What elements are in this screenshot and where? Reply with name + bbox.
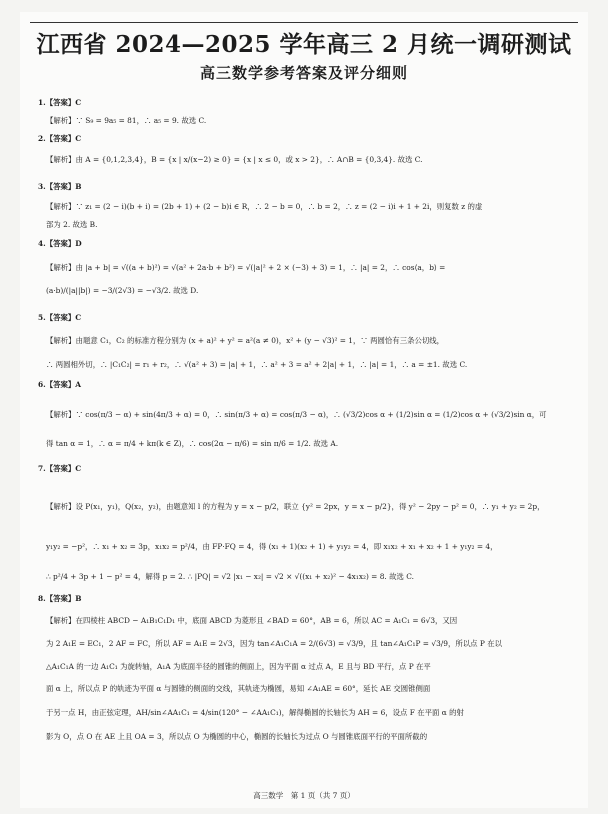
- answer-label: 1.【答案】C: [38, 98, 82, 107]
- answer-label: 6.【答案】A: [38, 380, 82, 389]
- solution-line: 【解析】∵ cos(π/3 − α) + sin(4π/3 + α) = 0，∴ sin(π/3 + α) = cos(π/3 − α)，∴ (√3/2)cos α + (1/2)sin α = (1/2)cos α + (√3/2)sin α，可: [46, 410, 547, 419]
- answer-label: 4.【答案】D: [38, 239, 82, 248]
- answer-label: 2.【答案】C: [38, 134, 82, 143]
- exam-answer-page: [20, 12, 588, 808]
- page-footer: 高三数学 第 1 页（共 7 页）: [253, 791, 355, 800]
- solution-line: 【解析】∵ z₁ = (2 − i)(b + i) = (2b + 1) + (2 − b)i ∈ R，∴ 2 − b = 0，∴ b = 2，∴ z = (2 − i)i + 1 + 2i，则复数 z 的虚: [46, 202, 483, 211]
- page-subtitle: 高三数学参考答案及评分细则: [199, 64, 408, 82]
- solution-line: 面 α 上，所以点 P 的轨迹为平面 α 与圆锥的侧面的交线，其轨迹为椭圆，易知 ∠A₁AE = 60°，延长 AE 交圆锥侧面: [46, 684, 431, 693]
- solution-line: 【解析】∵ S₉ = 9a₅ = 81，∴ a₅ = 9. 故选 C.: [46, 116, 207, 125]
- page-title: 江西省 2024—2025 学年高三 2 月统一调研测试: [36, 31, 572, 58]
- solution-line: 【解析】在四棱柱 ABCD − A₁B₁C₁D₁ 中，底面 ABCD 为菱形且 ∠BAD = 60°，AB = 6，所以 AC = A₁C₁ = 6√3，又因: [46, 616, 458, 625]
- solution-line: 【解析】由题意 C₁，C₂ 的标准方程分别为 (x + a)² + y² = a²(a ≠ 0)，x² + (y − √3)² = 1，∵ 两圆恰有三条公切线，: [46, 336, 445, 345]
- solution-line: 部为 2. 故选 B.: [46, 220, 98, 229]
- solution-line: △A₁C₁A 的一边 A₁C₁ 为旋转轴，A₁A 为底面半径的圆锥的侧面上，因为平面 α 过点 A，E 且与 BD 平行，点 P 在平: [46, 662, 431, 671]
- solution-line: ∴ 两圆相外切，∴ |C₁C₂| = r₁ + r₂，∴ √(a² + 3) = |a| + 1，∴ a² + 3 = a² + 2|a| + 1，∴ |a| = 1，∴ a = ±1. 故选 C.: [46, 360, 468, 369]
- answer-label: 3.【答案】B: [38, 182, 82, 191]
- solution-line: (a·b)/(|a||b|) = −3/(2√3) = −√3/2. 故选 D.: [46, 286, 199, 295]
- top-rule: [30, 22, 578, 23]
- solution-line: 为 2 A₁E = EC₁，2 AF = FC，所以 AF = A₁E = 2√3，因为 tan∠A₁C₁A = 2/(6√3) = √3/9，且 tan∠A₁C₁P = √3/9，所以点 P 在以: [46, 639, 502, 648]
- solution-line: ∴ p²/4 + 3p + 1 − p² = 4，解得 p = 2. ∴ |PQ| = √2 |x₁ − x₂| = √2 × √((x₁ + x₂)² − 4x₁x₂) = 8. 故选 C.: [46, 572, 414, 581]
- answer-label: 8.【答案】B: [38, 594, 82, 603]
- answer-label: 7.【答案】C: [38, 464, 82, 473]
- solution-line: y₁y₂ = −p²，∴ x₁ + x₂ = 3p，x₁x₂ = p²/4，由 FP·FQ = 4，得 (x₁ + 1)(x₂ + 1) + y₁y₂ = 4，即 x₁x₂ + x₁ + x₂ + 1 + y₁y₂ = 4，: [46, 542, 498, 551]
- solution-line: 【解析】设 P(x₁，y₁)，Q(x₂，y₂)，由题意知 l 的方程为 y = x − p/2，联立 {y² = 2px，y = x − p/2}，得 y² − 2py − p² = 0，∴ y₁ + y₂ = 2p，: [46, 502, 545, 511]
- solution-line: 【解析】由 |a + b| = √((a + b)²) = √(a² + 2a·b + b²) = √(|a|² + 2 × (−3) + 3) = 1，∴ |a| = 2，∴ cos⟨a，b⟩ =: [46, 263, 446, 272]
- solution-line: 于另一点 H，由正弦定理，AH/sin∠AA₁C₁ = 4/sin(120° − ∠AA₁C₁)，解得椭圆的长轴长为 AH = 6，设点 F 在平面 α 的射: [46, 708, 464, 717]
- solution-line: 影为 O，点 O 在 AE 上且 OA = 3，所以点 O 为椭圆的中心，椭圆的长轴长为过点 O 与圆锥底面平行的平面所截的: [46, 732, 428, 741]
- solution-line: 【解析】由 A = {0,1,2,3,4}，B = {x | x/(x−2) ≥ 0} = {x | x ≤ 0，或 x > 2}，∴ A∩B = {0,3,4}. 故选 C.: [46, 155, 423, 164]
- solution-line: 得 tan α = 1，∴ α = π/4 + kπ(k ∈ Z)，∴ cos(2α − π/6) = sin π/6 = 1/2. 故选 A.: [46, 439, 339, 448]
- answer-label: 5.【答案】C: [38, 313, 82, 322]
